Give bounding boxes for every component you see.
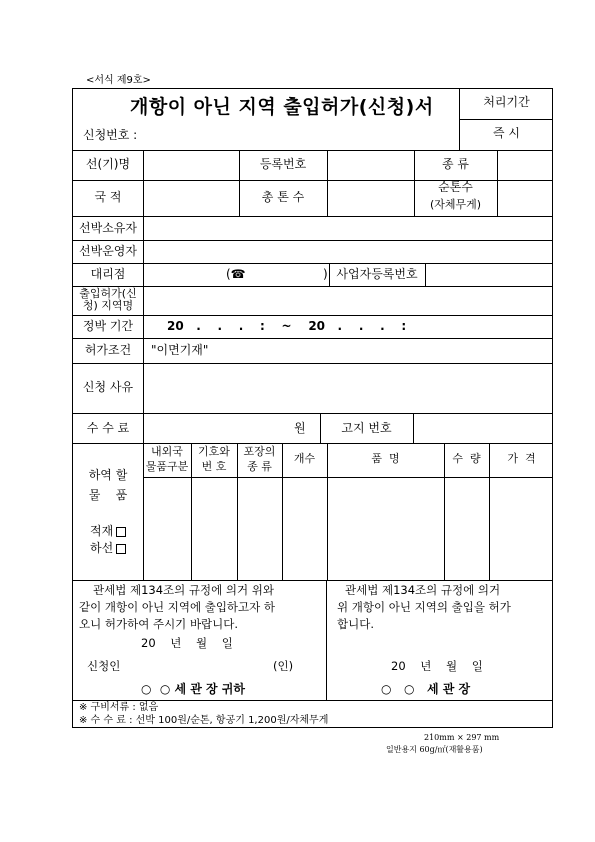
divider <box>73 363 552 364</box>
agency-label: 대리점 <box>90 267 126 281</box>
checkbox-icon <box>116 544 126 554</box>
mooring-period-value: 20 . . . : ~ 20 . . . : <box>167 319 407 333</box>
fee-label: 수 수 료 <box>86 421 130 435</box>
col-mark: 기호와 <box>198 445 230 458</box>
application-form <box>72 88 553 728</box>
mooring-period-label: 정박 기간 <box>82 319 134 333</box>
loading-label: 적재 <box>90 524 114 538</box>
seal-mark: (인) <box>273 659 294 673</box>
right-statement-line1: 관세법 제134조의 규정에 의거 <box>345 583 501 597</box>
phone-close: ) <box>323 267 328 281</box>
col-price: 가 격 <box>507 452 536 465</box>
area-label: 출입허가(신 <box>79 287 137 300</box>
col-domestic-foreign-line2: 물품구분 <box>145 460 189 473</box>
registration-number-label: 등록번호 <box>259 157 307 171</box>
col-packaging: 포장의 <box>243 445 276 458</box>
col-domestic-foreign: 내외국 <box>151 445 183 458</box>
conditions-label: 허가조건 <box>84 343 132 357</box>
unloading-label: 하선 <box>90 541 114 555</box>
ship-name-label: 선(기)명 <box>85 157 131 171</box>
divider <box>73 263 552 264</box>
divider <box>413 413 414 443</box>
reason-label: 신청 사유 <box>82 380 134 394</box>
divider <box>425 263 426 286</box>
col-mark-line2: 번 호 <box>201 460 227 473</box>
divider <box>143 477 552 478</box>
divider <box>73 315 552 316</box>
processing-period-value: 즉 시 <box>493 126 520 140</box>
conditions-value: "이면기재" <box>151 343 209 357</box>
divider <box>73 443 552 444</box>
left-statement-line2: 같이 개항이 아닌 지역에 출입하고자 하 <box>79 600 276 614</box>
divider <box>73 580 552 581</box>
col-packaging-line2: 종 류 <box>247 460 272 473</box>
processing-period-label: 처리기간 <box>483 95 530 109</box>
right-date: 20 년 월 일 <box>391 659 483 673</box>
phone-open: (☎ <box>226 267 246 281</box>
divider <box>73 216 552 217</box>
type-label: 종 류 <box>442 157 469 171</box>
loading-checkbox[interactable] <box>90 525 126 539</box>
left-date: 20 년 월 일 <box>141 636 233 650</box>
divider <box>73 286 552 287</box>
col-quantity: 수 량 <box>452 452 481 465</box>
net-tonnage-label: 순톤수 <box>438 180 473 194</box>
application-number-label: 신청번호 : <box>83 128 138 142</box>
nationality-label: 국 적 <box>94 190 122 204</box>
left-recipient: ○ ○ 세 관 장 귀하 <box>141 682 245 696</box>
cargo-label-line2: 물 품 <box>88 488 128 502</box>
fee-unit: 원 <box>294 421 306 435</box>
left-statement-line1: 관세법 제134조의 규정에 의거 위와 <box>93 583 274 597</box>
paper-spec: 일반용지 60g/㎡(재활용품) <box>386 745 483 754</box>
col-item-name: 품 명 <box>371 452 400 465</box>
ship-operator-label: 선박운영자 <box>79 244 137 258</box>
paper-size: 210mm × 297 mm <box>424 733 500 742</box>
divider <box>326 580 327 700</box>
note-fee: ※ 수 수 료 : 선박 100원/순톤, 항공기 1,200원/자체무게 <box>79 715 329 726</box>
area-label-line2: 청) 지역명 <box>82 299 134 312</box>
applicant-label: 신청인 <box>87 659 121 673</box>
note-documents: ※ 구비서류 : 없음 <box>79 702 159 713</box>
unloading-checkbox[interactable] <box>90 542 126 556</box>
divider <box>73 150 552 151</box>
divider <box>73 413 552 414</box>
form-title: 개항이 아닌 지역 출입허가(신청)서 <box>130 96 434 118</box>
notice-number-label: 고지 번호 <box>341 421 392 435</box>
form-number: <서식 제9호> <box>86 75 151 86</box>
right-statement-line2: 위 개항이 아닌 지역의 출입을 허가 <box>337 600 511 614</box>
divider <box>73 700 552 701</box>
divider <box>497 150 498 216</box>
divider <box>73 338 552 339</box>
net-tonnage-sublabel: (자체무게) <box>429 198 482 211</box>
left-statement-line3: 오니 허가하여 주시기 바랍니다. <box>79 617 239 631</box>
divider <box>327 150 328 216</box>
business-registration-label: 사업자등록번호 <box>336 267 418 281</box>
right-statement-line3: 합니다. <box>337 617 374 631</box>
ship-owner-label: 선박소유자 <box>79 221 137 235</box>
right-issuer: ○ ○ 세 관 장 <box>381 682 471 696</box>
gross-tonnage-label: 총 톤 수 <box>261 190 305 204</box>
divider <box>143 150 144 443</box>
cargo-label: 하역 할 <box>88 468 128 482</box>
col-count: 개수 <box>293 452 316 465</box>
checkbox-icon <box>116 527 126 537</box>
divider <box>73 240 552 241</box>
divider <box>459 119 552 120</box>
